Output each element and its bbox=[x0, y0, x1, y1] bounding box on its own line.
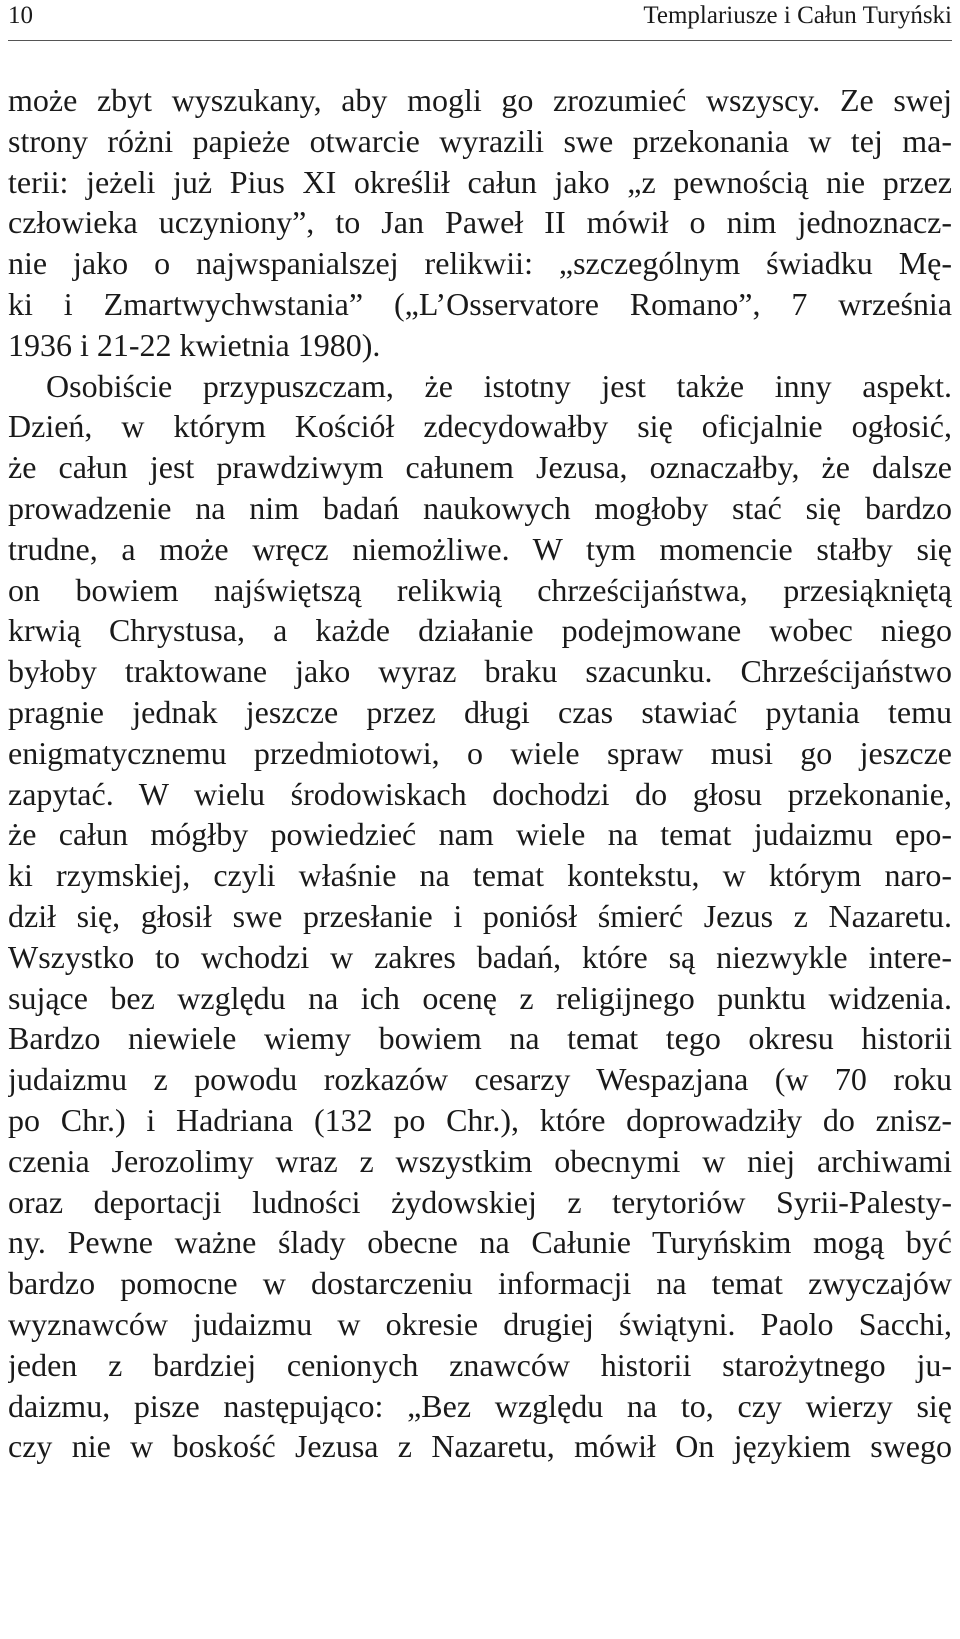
text-line: Bardzo niewiele wiemy bowiem na temat tego okresu historii bbox=[8, 1020, 952, 1057]
text-line: czenia Jerozolimy wraz z wszystkim obecnymi w niej archiwami bbox=[8, 1142, 952, 1179]
text-line: trudne, a może wręcz niemożliwe. W tym momencie stałby się bbox=[8, 530, 952, 567]
text-line: judaizmu z powodu rozkazów cesarzy Wespazjana (w 70 roku bbox=[8, 1061, 952, 1098]
text-line: Dzień, w którym Kościół zdecydowałby się oficjalnie ogłosić, bbox=[8, 408, 952, 445]
running-title: Templariusze i Całun Turyński bbox=[643, 2, 952, 29]
text-line: sujące bez względu na ich ocenę z religijnego punktu widzenia. bbox=[8, 979, 952, 1016]
running-header bbox=[8, 0, 952, 41]
text-line: ki rzymskiej, czyli właśnie na temat kontekstu, w którym naro- bbox=[8, 857, 952, 894]
text-line: Wszystko to wchodzi w zakres badań, które są niezwykle intere- bbox=[8, 938, 952, 975]
text-line: prowadzenie na nim badań naukowych mogłoby stać się bardzo bbox=[8, 489, 952, 526]
text-line: strony różni papieże otwarcie wyrazili swe przekonania w tej ma- bbox=[8, 122, 952, 159]
text-line: on bowiem najświętszą relikwią chrześcijaństwa, przesiąkniętą bbox=[8, 571, 952, 608]
text-line: pragnie jednak jeszcze przez długi czas stawiać pytania temu bbox=[8, 693, 952, 730]
text-line: człowieka uczyniony”, to Jan Paweł II mówił o nim jednoznacz- bbox=[8, 204, 952, 241]
text-line: wyznawców judaizmu w okresie drugiej świątyni. Paolo Sacchi, bbox=[8, 1305, 952, 1342]
text-line: ki i Zmartwychwstania” („L’Osservatore Romano”, 7 września bbox=[8, 285, 952, 322]
text-line: może zbyt wyszukany, aby mogli go zrozumieć wszyscy. Ze swej bbox=[8, 82, 952, 118]
text-line: terii: jeżeli już Pius XI określił całun jako „z pewnością nie przez bbox=[8, 163, 952, 200]
page-number: 10 bbox=[8, 2, 33, 29]
text-line: enigmatycznemu przedmiotowi, o wiele spraw musi go jeszcze bbox=[8, 734, 952, 771]
text-line: że całun mógłby powiedzieć nam wiele na temat judaizmu epo- bbox=[8, 816, 952, 853]
text-line: jeden z bardziej cenionych znawców historii starożytnego ju- bbox=[8, 1346, 952, 1383]
text-line: dził się, głosił swe przesłanie i poniósł śmierć Jezus z Nazaretu. bbox=[8, 897, 952, 934]
text-line: ny. Pewne ważne ślady obecne na Całunie Turyńskim mogą być bbox=[8, 1224, 952, 1261]
text-line: zapytać. W wielu środowiskach dochodzi do głosu przekonanie, bbox=[8, 775, 952, 812]
text-line: Osobiście przypuszczam, że istotny jest także inny aspekt. bbox=[46, 367, 952, 404]
text-line: że całun jest prawdziwym całunem Jezusa, oznaczałby, że dalsze bbox=[8, 449, 952, 486]
text-line: po Chr.) i Hadriana (132 po Chr.), które doprowadziły do znisz- bbox=[8, 1101, 952, 1138]
text-line: daizmu, pisze następująco: „Bez względu na to, czy wierzy się bbox=[8, 1387, 952, 1424]
text-line: 1936 i 21-22 kwietnia 1980). bbox=[8, 326, 381, 363]
text-line: bardzo pomocne w dostarczeniu informacji na temat zwyczajów bbox=[8, 1265, 952, 1302]
text-line: byłoby traktowane jako wyraz braku szacunku. Chrześcijaństwo bbox=[8, 653, 952, 690]
text-line: oraz deportacji ludności żydowskiej z terytoriów Syrii-Palesty- bbox=[8, 1183, 952, 1220]
text-line: nie jako o najwspanialszej relikwii: „szczególnym świadku Mę- bbox=[8, 245, 952, 282]
text-line: krwią Chrystusa, a każde działanie podejmowane wobec niego bbox=[8, 612, 952, 649]
body-text bbox=[8, 80, 952, 1467]
text-line: czy nie w boskość Jezusa z Nazaretu, mówił On językiem swego bbox=[8, 1428, 952, 1465]
